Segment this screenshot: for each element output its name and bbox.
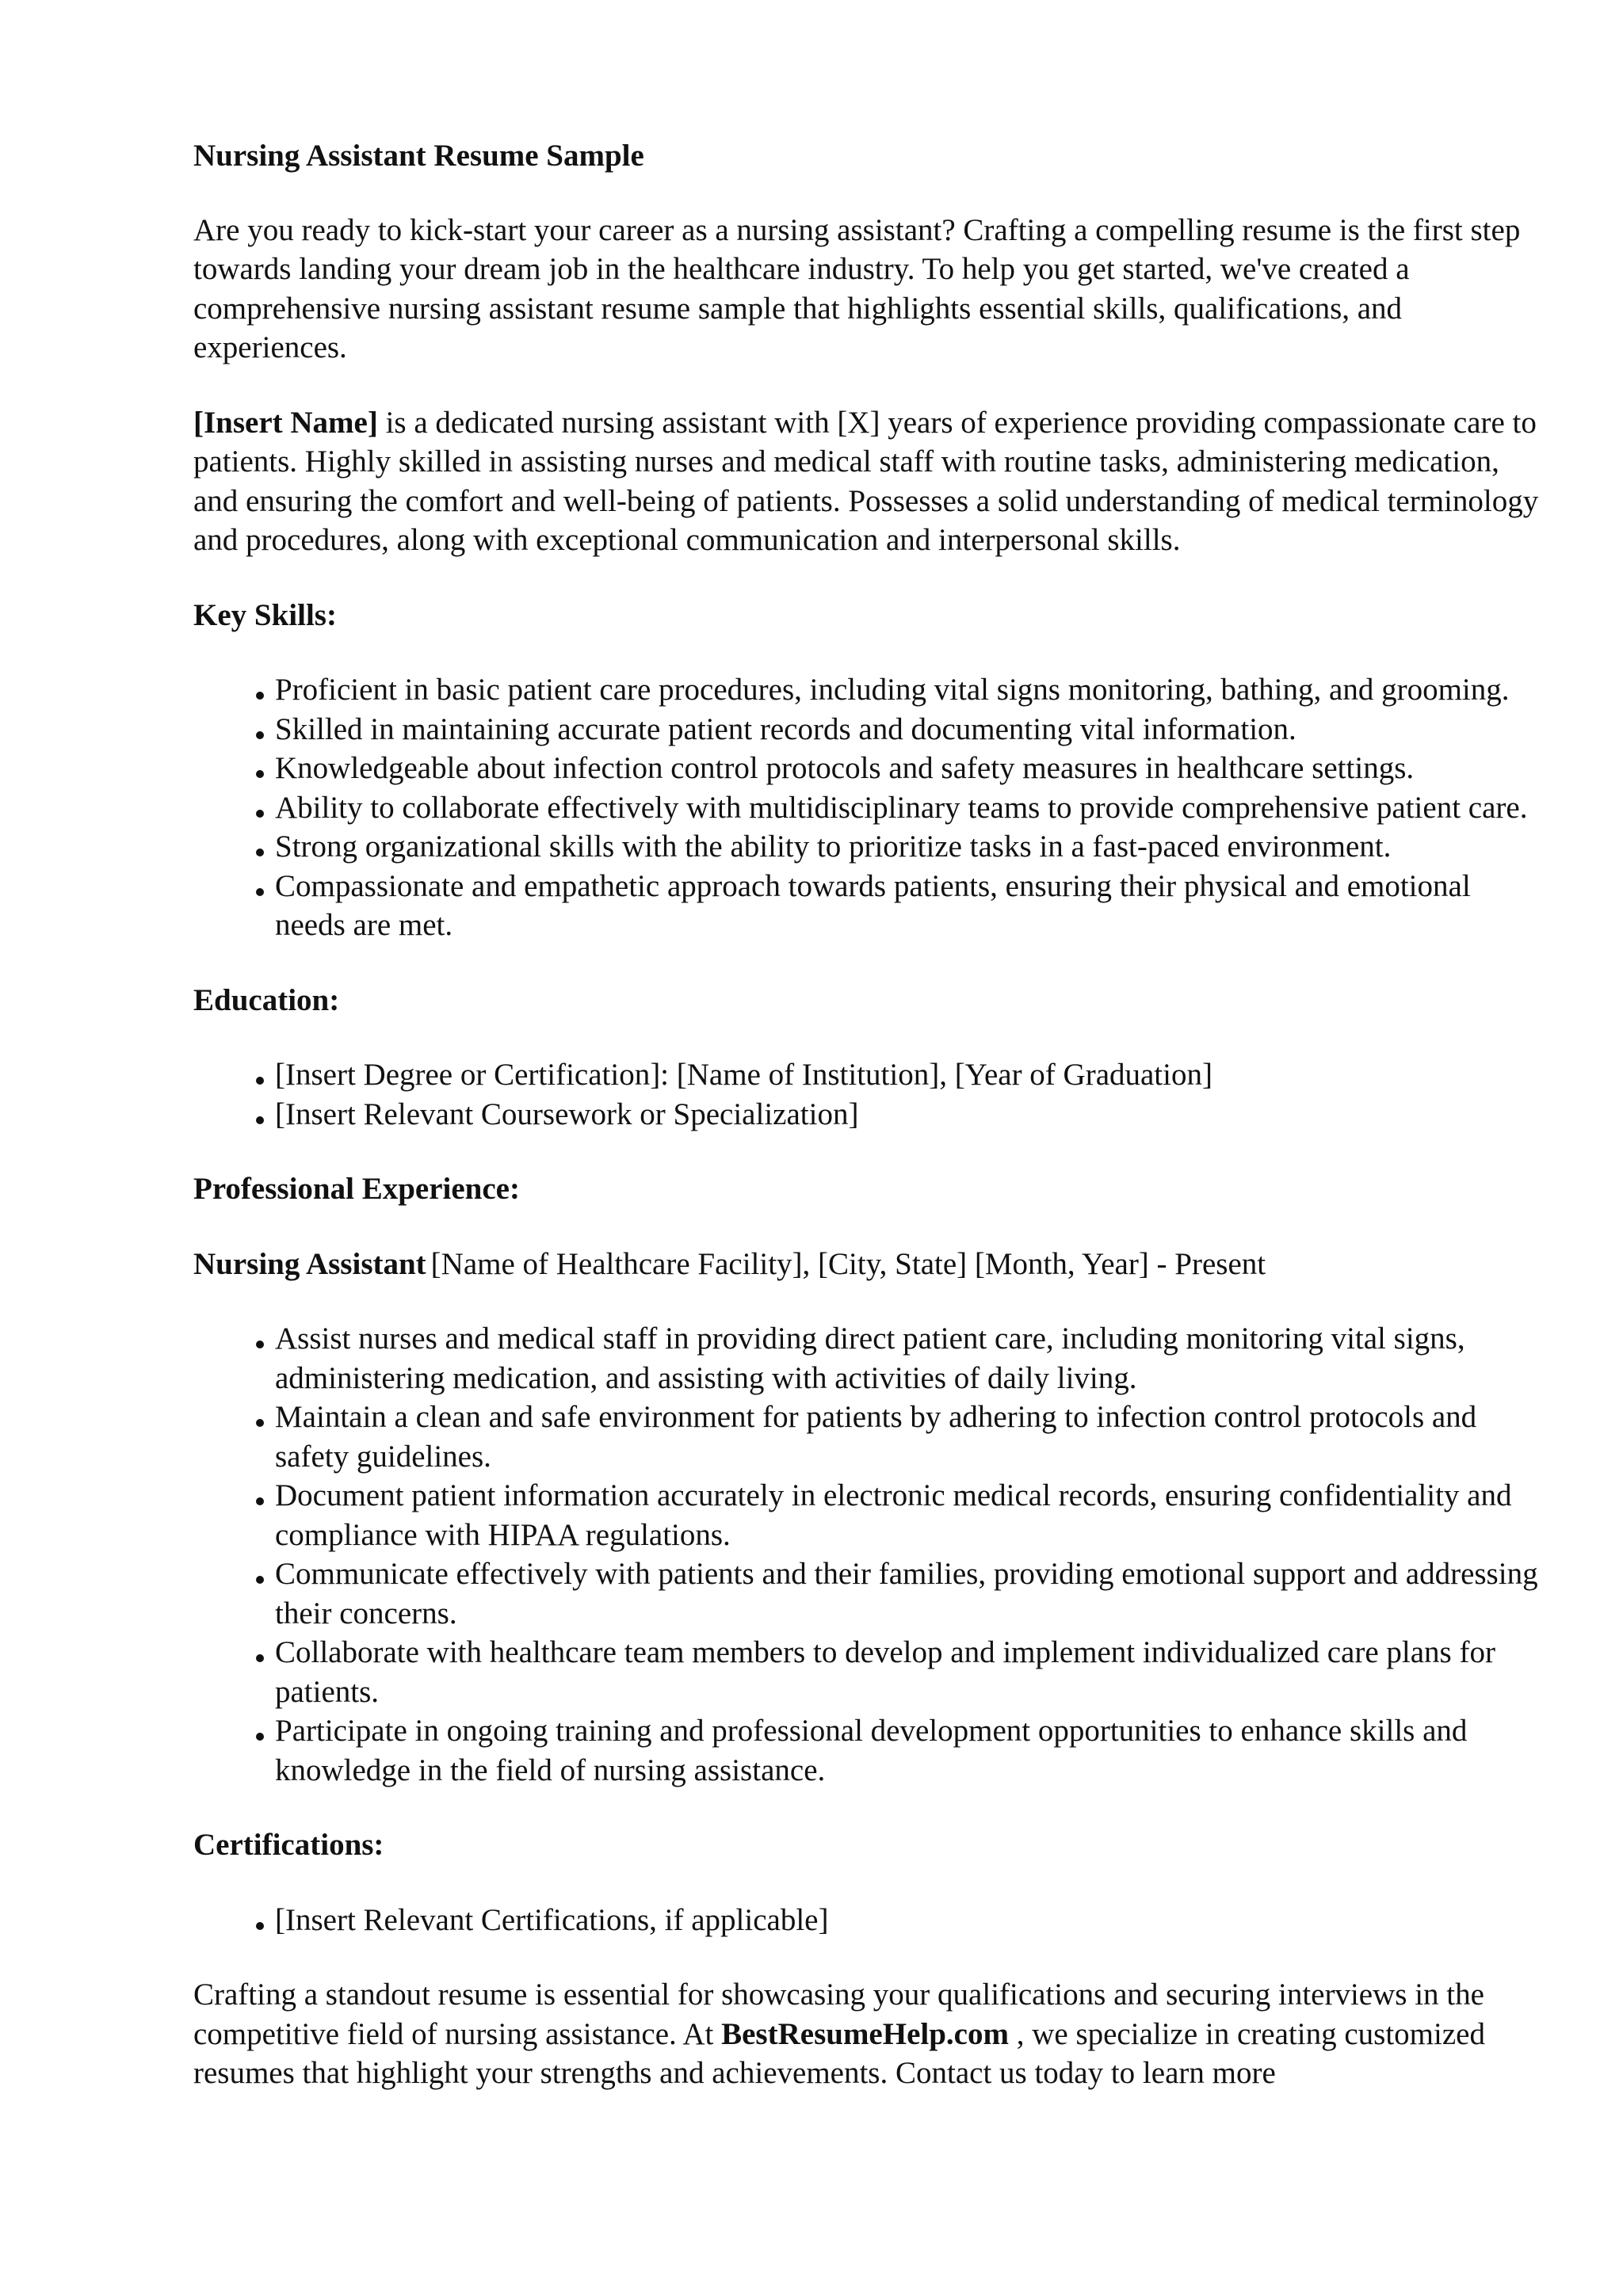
education-list — [193, 1055, 1541, 1134]
job-line — [193, 1245, 1541, 1284]
closing-text-before: Crafting a standout resume is essential for showcasing your qualifications and securing interviews in the competitive field of nursing assistance. At — [193, 1978, 1484, 2051]
intro-paragraph: Are you ready to kick-start your career as a nursing assistant? Crafting a compelling resume is the first step towards landing your dream job in the healthcare industry. To help you get started, we've created a comprehensive nursing assistant resume sample that highlights essential skills, qualifications, and experiences. — [193, 212, 1521, 364]
closing-text-after: , we specialize in creating customized resumes that highlight your strengths and achievements. Contact us today to learn more — [193, 2016, 1485, 2090]
list-item: Participate in ongoing training and professional development opportunities to enhance skills and knowledge in the field of nursing assistance. — [275, 1711, 1541, 1790]
key-skills-heading: Key Skills: — [193, 597, 337, 632]
list-item: Proficient in basic patient care procedures, including vital signs monitoring, bathing, and grooming. — [275, 670, 1541, 710]
list-item: Strong organizational skills with the ability to prioritize tasks in a fast-paced environment. — [275, 827, 1541, 867]
list-item: [Insert Relevant Coursework or Specialization] — [275, 1095, 1541, 1135]
summary-text: is a dedicated nursing assistant with [X] years of experience providing compassionate care to patients. Highly skilled in assisting nurses and medical staff with routine tasks, administering medication, and ensuring the comfort and well-being of patients. Possesses a solid understanding of medical terminology and procedures, along with exceptional communication and interpersonal skills. — [193, 405, 1539, 557]
summary-paragraph — [193, 403, 1541, 560]
summary-name: [Insert Name] — [193, 405, 378, 440]
resume-document — [193, 136, 1541, 2129]
experience-heading: Professional Experience: — [193, 1172, 520, 1206]
certifications-heading: Certifications: — [193, 1828, 384, 1862]
closing-paragraph — [193, 1975, 1541, 2093]
list-item: Ability to collaborate effectively with multidisciplinary teams to provide comprehensive patient care. — [275, 788, 1541, 828]
list-item: Assist nurses and medical staff in providing direct patient care, including monitoring vital signs, administering medication, and assisting with activities of daily living. — [275, 1319, 1541, 1398]
job-title: Nursing Assistant — [193, 1246, 426, 1281]
certifications-list — [193, 1901, 1541, 1940]
list-item: Maintain a clean and safe environment for patients by adhering to infection control protocols and safety guidelines. — [275, 1398, 1541, 1476]
list-item: Compassionate and empathetic approach towards patients, ensuring their physical and emotional needs are met. — [275, 867, 1541, 945]
education-heading: Education: — [193, 982, 340, 1017]
list-item: Communicate effectively with patients and their families, providing emotional support and addressing their concerns. — [275, 1554, 1541, 1633]
list-item: [Insert Degree or Certification]: [Name of Institution], [Year of Graduation] — [275, 1055, 1541, 1095]
list-item: Skilled in maintaining accurate patient records and documenting vital information. — [275, 710, 1541, 749]
job-details: [Name of Healthcare Facility], [City, State] [Month, Year] - Present — [430, 1246, 1266, 1281]
page-title: Nursing Assistant Resume Sample — [193, 139, 644, 173]
brand-name: BestResumeHelp.com — [721, 2016, 1009, 2051]
list-item: Document patient information accurately in electronic medical records, ensuring confidentiality and compliance with HIPAA regulations. — [275, 1476, 1541, 1554]
list-item: Knowledgeable about infection control protocols and safety measures in healthcare settings. — [275, 749, 1541, 788]
experience-list — [193, 1319, 1541, 1790]
list-item: [Insert Relevant Certifications, if applicable] — [275, 1901, 1541, 1940]
list-item: Collaborate with healthcare team members to develop and implement individualized care plans for patients. — [275, 1633, 1541, 1711]
key-skills-list — [193, 670, 1541, 945]
